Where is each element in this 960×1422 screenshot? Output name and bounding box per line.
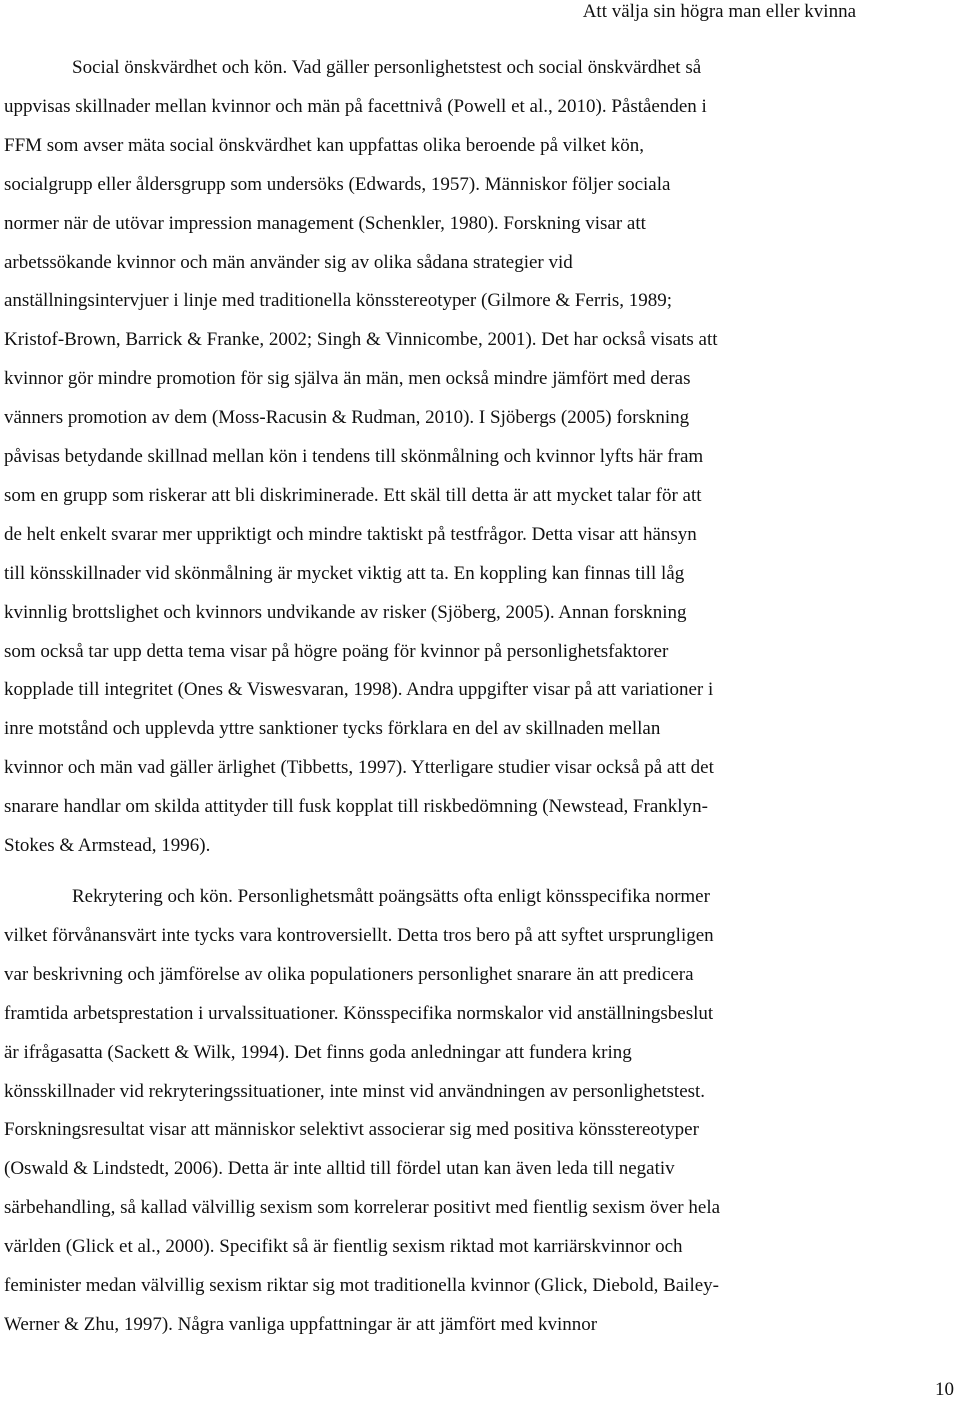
text-line: snarare handlar om skilda attityder till fusk kopplat till riskbedömning (Newstead, Franklyn- — [4, 796, 708, 818]
text-line: kvinnor och män vad gäller ärlighet (Tibbetts, 1997). Ytterligare studier visar också på att det — [4, 757, 714, 779]
text-line: arbetssökande kvinnor och män använder sig av olika sådana strategier vid — [4, 251, 573, 273]
page-number: 10 — [935, 1379, 954, 1400]
text-line: kvinnor gör mindre promotion för sig själva än män, men också mindre jämfört med deras — [4, 368, 691, 390]
paragraph-first-line: Social önskvärdhet och kön. Vad gäller personlighetstest och social önskvärdhet så — [72, 57, 702, 78]
text-line: påvisas betydande skillnad mellan kön i tendens till skönmålning och kvinnor lyfts här fram — [4, 446, 704, 467]
text-line: anställningsintervjuer i linje med traditionella könsstereotyper (Gilmore & Ferris, 1989; — [4, 290, 673, 312]
text-line: inre motstånd och upplevda yttre sanktioner tycks förklara en del av skillnaden mellan — [4, 718, 661, 740]
text-line: till könsskillnader vid skönmålning är mycket viktig att ta. En koppling kan finnas till låg — [4, 562, 685, 584]
text-line: vänners promotion av dem (Moss-Racusin & Rudman, 2010). I Sjöbergs (2005) forskning — [4, 407, 690, 429]
text-line: kopplade till integritet (Ones & Viswesvaran, 1998). Andra uppgifter visar på att variationer i — [4, 679, 714, 701]
text-line: uppvisas skillnader mellan kvinnor och män på facettnivå (Powell et al., 2010). Påståenden i — [4, 95, 707, 117]
paragraph-first-line: Rekrytering och kön. Personlighetsmått poängsätts ofta enligt könsspecifika normer — [72, 886, 710, 907]
text-line: könsskillnader vid rekryteringssituationer, inte minst vid användningen av personlighetstest. — [4, 1080, 706, 1102]
text-line: världen (Glick et al., 2000). Specifikt så är fientlig sexism riktad mot karriärskvinnor och — [4, 1236, 683, 1258]
text-line: de helt enkelt svarar mer uppriktigt och mindre taktiskt på testfrågor. Detta visar att hänsyn — [4, 523, 697, 545]
text-line: särbehandling, så kallad välvillig sexism som korrelerar positivt med fientlig sexism över hela — [4, 1197, 721, 1219]
text-line: (Oswald & Lindstedt, 2006). Detta är inte alltid till fördel utan kan även leda till negativ — [4, 1158, 675, 1180]
text-line: är ifrågasatta (Sackett & Wilk, 1994). Det finns goda anledningar att fundera kring — [4, 1041, 632, 1063]
text-line: var beskrivning och jämförelse av olika populationers personlighet snarare än att predicera — [4, 963, 694, 985]
text-line: vilket förvånansvärt inte tycks vara kontroversiellt. Detta tros bero på att syftet ursprungligen — [4, 924, 714, 946]
text-line: FFM som avser mäta social önskvärdhet kan uppfattas olika beroende på vilket kön, — [4, 134, 645, 156]
running-header: Att välja sin högra man eller kvinna — [582, 1, 856, 22]
text-line: Kristof-Brown, Barrick & Franke, 2002; Singh & Vinnicombe, 2001). Det har också visats att — [4, 329, 718, 351]
text-line: normer när de utövar impression management (Schenkler, 1980). Forskning visar att — [4, 212, 646, 234]
text-line: framtida arbetsprestation i urvalssituationer. Könsspecifika normskalor vid anställningsbeslut — [4, 1002, 714, 1024]
text-line: feminister medan välvillig sexism riktar sig mot traditionella kvinnor (Glick, Diebold, Bailey- — [4, 1275, 719, 1296]
text-line: Stokes & Armstead, 1996). — [4, 835, 211, 856]
text-line: socialgrupp eller åldersgrupp som undersöks (Edwards, 1957). Människor följer sociala — [4, 173, 671, 195]
text-line: som en grupp som riskerar att bli diskriminerade. Ett skäl till detta är att mycket talar för att — [4, 484, 702, 506]
text-line: som också tar upp detta tema visar på högre poäng för kvinnor på personlighetsfaktorer — [4, 640, 669, 662]
text-line: kvinnlig brottslighet och kvinnors undvikande av risker (Sjöberg, 2005). Annan forskning — [4, 601, 687, 623]
text-line: Werner & Zhu, 1997). Några vanliga uppfattningar är att jämfört med kvinnor — [4, 1313, 598, 1335]
text-line: Forskningsresultat visar att människor selektivt associerar sig med positiva könsstereotyper — [4, 1119, 699, 1141]
